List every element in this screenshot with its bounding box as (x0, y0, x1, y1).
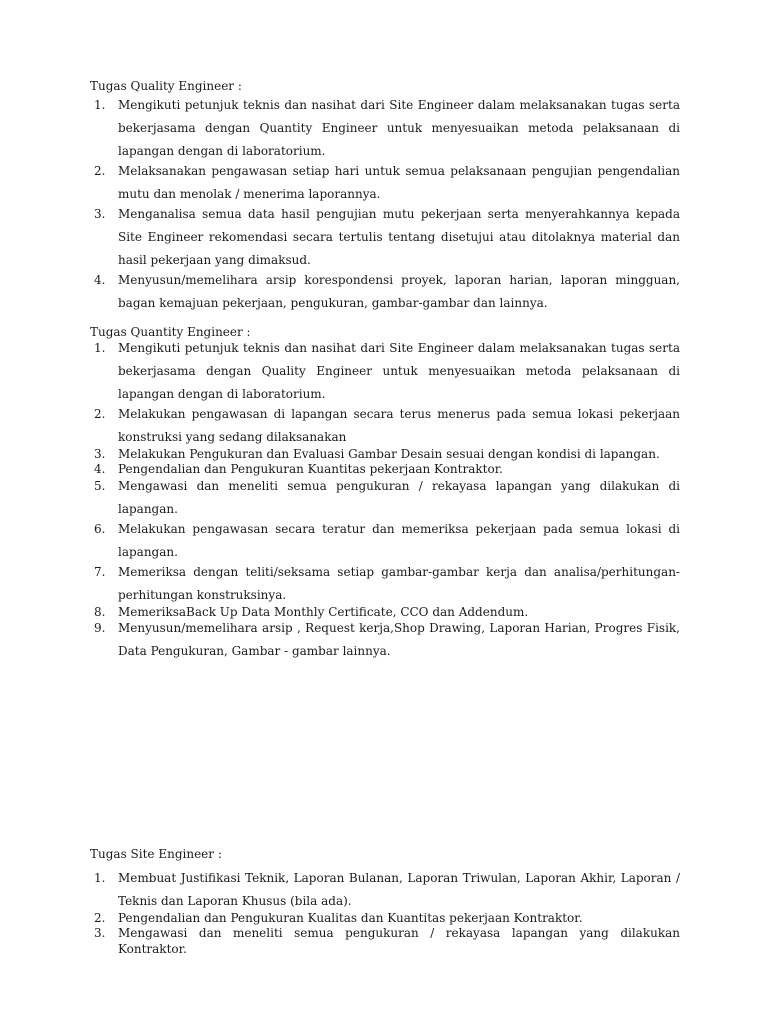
section-quality-engineer (90, 78, 680, 315)
list-item: 4. Pengendalian dan Pengukuran Kuantitas pekerjaan Kontraktor. (94, 462, 503, 477)
list-item: 3. Menganalisa semua data hasil pengujian mutu pekerjaan serta menyerahkannya kepada Site Engineer rekomendasi secara tertulis tentang disetujui atau ditolaknya material dan hasil pekerjaan yang dimaksud. (94, 207, 680, 267)
list-item: 1. Mengikuti petunjuk teknis dan nasihat dari Site Engineer dalam melaksanakan tugas serta bekerjasama dengan Quantity Engineer untuk menyesuaikan metoda pelaksanaan di lapangan dengan di laboratorium. (94, 98, 680, 158)
list-item: 7. Memeriksa dengan teliti/seksama setiap gambar-gambar kerja dan analisa/perhitungan-perhitungan konstruksinya. (94, 564, 680, 602)
section-quantity-engineer (90, 324, 680, 661)
list-item: 2. Melakukan pengawasan di lapangan secara terus menerus pada semua lokasi pekerjaan konstruksi yang sedang dilaksanakan (94, 407, 680, 444)
section-title: Tugas Site Engineer : (90, 847, 222, 861)
list-item: 3. Mengawasi dan meneliti semua pengukuran / rekayasa lapangan yang dilakukan Kontraktor. (94, 926, 680, 956)
list-item: 5. Mengawasi dan meneliti semua pengukuran / rekayasa lapangan yang dilakukan di lapangan. (94, 478, 680, 516)
list-item: 2. Melaksanakan pengawasan setiap hari untuk semua pelaksanaan pengujian pengendalian mutu dan menolak / menerima laporannya. (94, 164, 680, 201)
task-list (90, 337, 680, 663)
section-title: Tugas Quantity Engineer : (90, 325, 251, 339)
list-item: 1. Mengikuti petunjuk teknis dan nasihat dari Site Engineer dalam melaksanakan tugas serta bekerjasama dengan Quality Engineer untuk menyesuaikan metoda pelaksanaan di lapangan dengan di laboratorium. (94, 341, 680, 401)
task-list (90, 867, 680, 957)
list-item: 6. Melakukan pengawasan secara teratur dan memeriksa pekerjaan pada semua lokasi di lapangan. (94, 521, 680, 559)
list-item: 1. Membuat Justifikasi Teknik, Laporan Bulanan, Laporan Triwulan, Laporan Akhir, Laporan / Teknis dan Laporan Khusus (bila ada). (94, 871, 680, 908)
section-title: Tugas Quality Engineer : (90, 79, 242, 93)
list-item: 4. Menyusun/memelihara arsip korespondensi proyek, laporan harian, laporan mingguan, bagan kemajuan pekerjaan, pengukuran, gambar-gambar dan lainnya. (94, 273, 680, 310)
list-item: 8. MemeriksaBack Up Data Monthly Certificate, CCO dan Addendum. (94, 604, 529, 619)
list-item: 2. Pengendalian dan Pengukuran Kualitas dan Kuantitas pekerjaan Kontraktor. (94, 911, 583, 925)
section-site-engineer (90, 846, 680, 957)
task-list (90, 94, 680, 315)
list-item: 9. Menyusun/memelihara arsip , Request kerja,Shop Drawing, Laporan Harian, Progres Fisik, Data Pengukuran, Gambar - gambar lainnya. (94, 620, 680, 658)
list-item: 3. Melakukan Pengukuran dan Evaluasi Gambar Desain sesuai dengan kondisi di lapangan. (94, 447, 660, 461)
